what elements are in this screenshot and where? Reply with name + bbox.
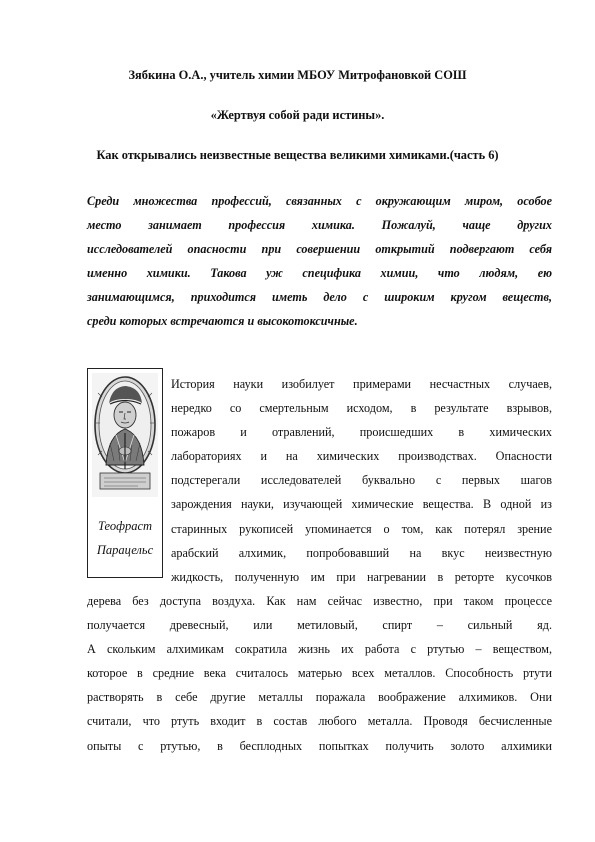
intro-line: Среди множества профессий, связанных с окружающим миром, особое: [87, 194, 552, 208]
paracelsus-portrait-image: [92, 373, 158, 497]
body-paragraph-full: [87, 589, 552, 758]
body-line: нередко со смертельным исходом, в результате взрывов,: [171, 401, 552, 416]
author-line: Зябкина О.А., учитель химии МБОУ Митрофановкой СОШ: [128, 68, 467, 82]
article-subtitle: Как открывались неизвестные вещества великими химиками.(часть 6): [96, 148, 499, 162]
intro-line: именно химики. Такова уж специфика химии, что людям, ею: [87, 266, 552, 280]
body-line: получается древесный, или метиловый, спирт – сильный яд.: [87, 618, 552, 633]
body-line: пожаров и отравлений, происшедших в химических: [171, 425, 552, 440]
body-line: подстерегали исследователей буквально с первых шагов: [171, 473, 552, 488]
portrait-caption-line: Теофраст: [97, 519, 153, 533]
article-title: «Жертвуя собой ради истины».: [210, 108, 385, 122]
body-line: А скольким алхимикам сократила жизнь их работа с ртутью – веществом,: [87, 642, 552, 657]
body-line: опыты с ртутью, в бесплодных попытках получить золото алхимики: [87, 738, 552, 753]
body-line: лабораториях и на химических производствах. Опасности: [171, 449, 552, 464]
portrait-figure: [87, 368, 163, 578]
intro-line: среди которых встречаются и высокотоксичные.: [87, 314, 358, 328]
body-line: считали, что ртуть входит в состав любого металла. Проводя бесчисленные: [87, 714, 552, 729]
body-line: растворять в себе другие металлы поражала воображение алхимиков. Они: [87, 690, 552, 705]
body-line: зарождения науки, изучающей химические вещества. В одной из: [171, 497, 552, 512]
intro-line: место занимает профессия химика. Пожалуй, чаще других: [87, 218, 552, 232]
body-paragraph-wrapped: [171, 372, 552, 589]
body-line: которое в средние века считалось матерью всех металлов. Способность ртути: [87, 666, 552, 681]
body-line: старинных рукописей упоминается о том, как потерял зрение: [171, 521, 552, 536]
body-line: жидкость, полученную им при нагревании в реторте кусочков: [171, 569, 552, 584]
intro-paragraph: [87, 189, 552, 333]
intro-line: занимающимся, приходится иметь дело с широким кругом веществ,: [87, 290, 552, 304]
body-line: История науки изобилует примерами несчастных случаев,: [171, 377, 552, 391]
body-line: арабский алхимик, попробовавший на вкус неизвестную: [171, 545, 552, 560]
portrait-caption-line: Парацельс: [96, 543, 154, 557]
intro-line: исследователей опасности при совершении открытий подвергают себя: [87, 242, 552, 256]
body-line: дерева без доступа воздуха. Как нам сейчас известно, при таком процессе: [87, 594, 552, 608]
